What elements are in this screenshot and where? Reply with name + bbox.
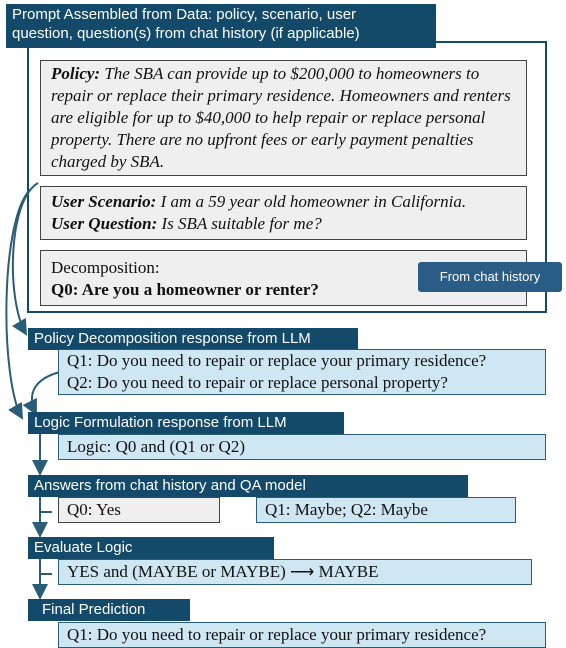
question-label: User Question: [51,214,158,233]
scenario-text: I am a 59 year old homeowner in California. [160,192,467,211]
logic-box: Logic: Q0 and (Q1 or Q2) [58,434,546,460]
policy-box [40,60,527,176]
decomposition-q0: Q0: Are you a homeowner or renter? [51,280,319,299]
answers-right-box: Q1: Maybe; Q2: Maybe [256,497,516,523]
decomposition-title: Decomposition: [51,258,160,277]
connector-evaluate [40,559,52,574]
logic-header: Logic Formulation response from LLM [28,412,344,434]
policy-decomposition-box [58,349,546,395]
answers-header: Answers from chat history and QA model [28,475,468,497]
prompt-header [6,4,436,48]
scenario-label: User Scenario: [51,192,157,211]
policy-label: Policy: [51,64,101,83]
arrow-prompt-to-logic [6,190,30,418]
final-header: Final Prediction [28,599,190,621]
connector-answers [40,497,52,512]
policy-decomposition-q2: Q2: Do you need to repair or replace personal property? [67,373,448,392]
prompt-header-line2: question, question(s) from chat history (if applicable) [12,25,360,42]
question-line [51,213,516,235]
prompt-header-line1: Prompt Assembled from Data: policy, scenario, user [12,6,357,23]
evaluate-header: Evaluate Logic [28,537,274,559]
scenario-box [40,186,527,240]
answers-left-box: Q0: Yes [58,497,220,523]
evaluate-box: YES and (MAYBE or MAYBE) ⟶ MAYBE [58,559,532,585]
arrow-decomposition-to-logic [32,372,60,414]
question-text: Is SBA suitable for me? [161,214,322,233]
policy-text: The SBA can provide up to $200,000 to homeowners to repair or replace their primary residence. Homeowners and renters are eligible for up to $40,000 to help repair or replace personal property. There are no upfront fees or early payment penalties charged by SBA. [51,64,511,171]
policy-decomposition-header: Policy Decomposition response from LLM [28,328,358,350]
chat-history-callout: From chat history [418,262,562,292]
policy-decomposition-q1: Q1: Do you need to repair or replace your primary residence? [67,351,487,370]
final-box: Q1: Do you need to repair or replace your primary residence? [58,622,546,648]
scenario-line [51,191,516,213]
